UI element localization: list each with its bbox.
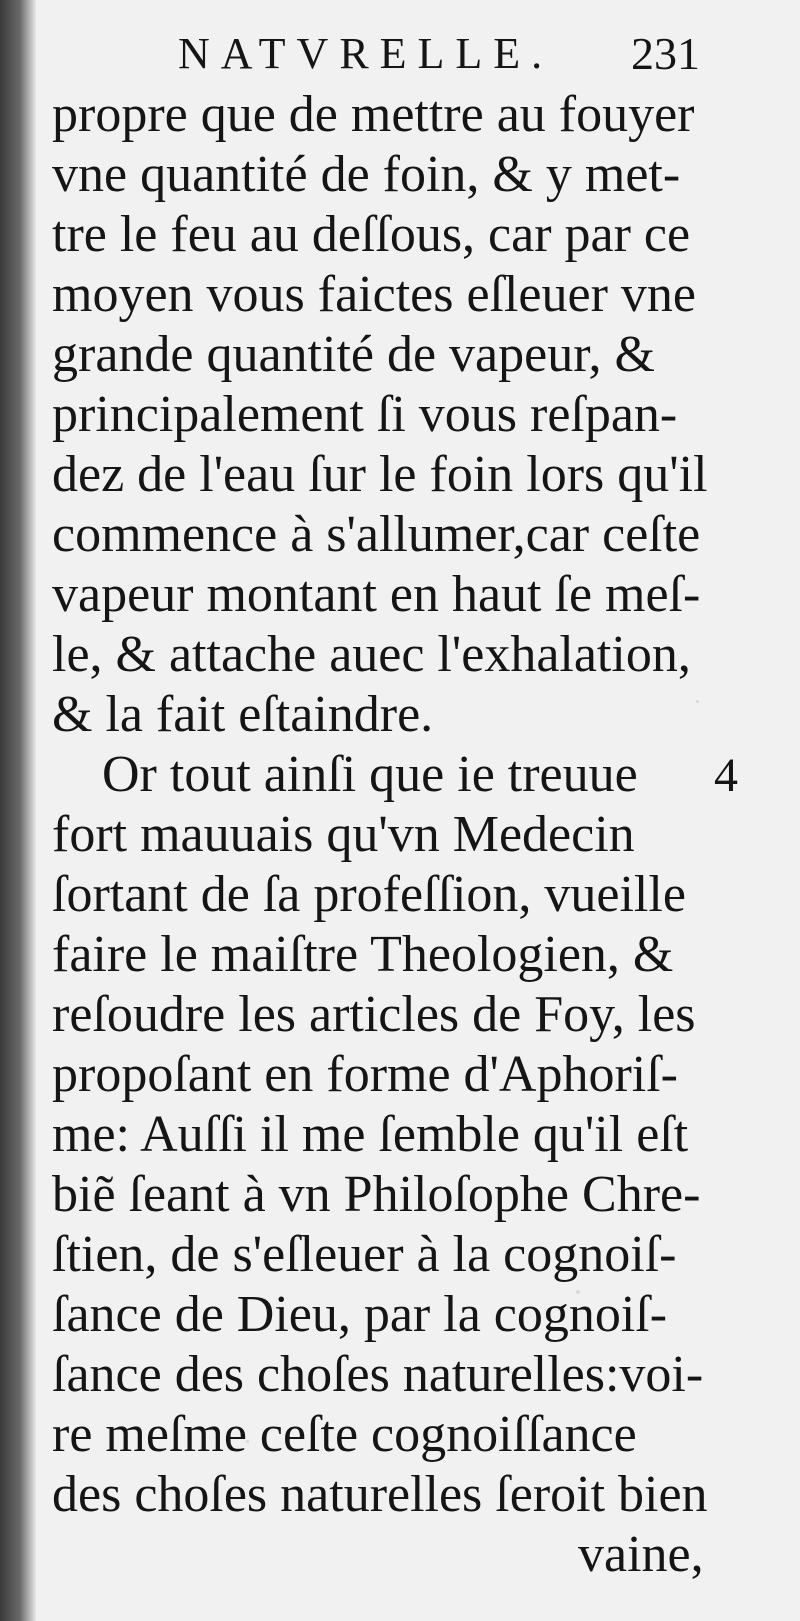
text-line: faire le maiſtre Theologien, &: [52, 926, 674, 983]
text-line: vne quantité de foin, & y met-: [52, 146, 681, 203]
text-line: ſance des choſes naturelles:voi-: [52, 1346, 704, 1403]
text-line: re meſme ceſte cognoiſſance: [52, 1406, 637, 1463]
text-line: dez de l'eau ſur le foin lors qu'il: [52, 446, 708, 503]
text-line: Or tout ainſi que ie treuue: [102, 746, 638, 803]
running-header: [140, 24, 700, 86]
text-line: des choſes naturelles ſeroit bien: [52, 1466, 708, 1523]
text-line: ſance de Dieu, par la cognoiſ-: [52, 1286, 668, 1343]
text-line: vapeur montant en haut ſe meſ-: [52, 566, 701, 623]
text-line: vaine,: [578, 1526, 704, 1583]
text-line: fort mauuais qu'vn Medecin: [52, 806, 635, 863]
page-number: 231: [631, 28, 700, 79]
text-line: biẽ ſeant à vn Philoſophe Chre-: [52, 1166, 701, 1223]
text-line: propoſant en forme d'Aphoriſ-: [52, 1046, 678, 1103]
text-line: reſoudre les articles de Foy, les: [52, 986, 696, 1043]
text-line: principalement ſi vous reſpan-: [52, 386, 678, 443]
text-line: ſortant de ſa profeſſion, vueille: [52, 866, 686, 923]
text-line: le, & attache auec l'exhalation,: [52, 626, 691, 683]
text-line: commence à s'allumer,car ceſte: [52, 506, 701, 563]
text-line: tre le feu au deſſous, car par ce: [52, 206, 691, 263]
margin-note: 4: [714, 749, 738, 802]
text-line: & la fait eſtaindre.: [52, 686, 434, 743]
text-line: propre que de mettre au fouyer: [52, 86, 695, 143]
text-line: grande quantité de vapeur, &: [52, 326, 655, 383]
text-line: me: Auſſi il me ſemble qu'il eſt: [52, 1106, 689, 1163]
text-line: moyen vous faictes eſleuer vne: [52, 266, 696, 323]
text-line: ſtien, de s'eſleuer à la cognoiſ-: [52, 1226, 677, 1283]
running-title: NATVRELLE.: [178, 29, 554, 78]
